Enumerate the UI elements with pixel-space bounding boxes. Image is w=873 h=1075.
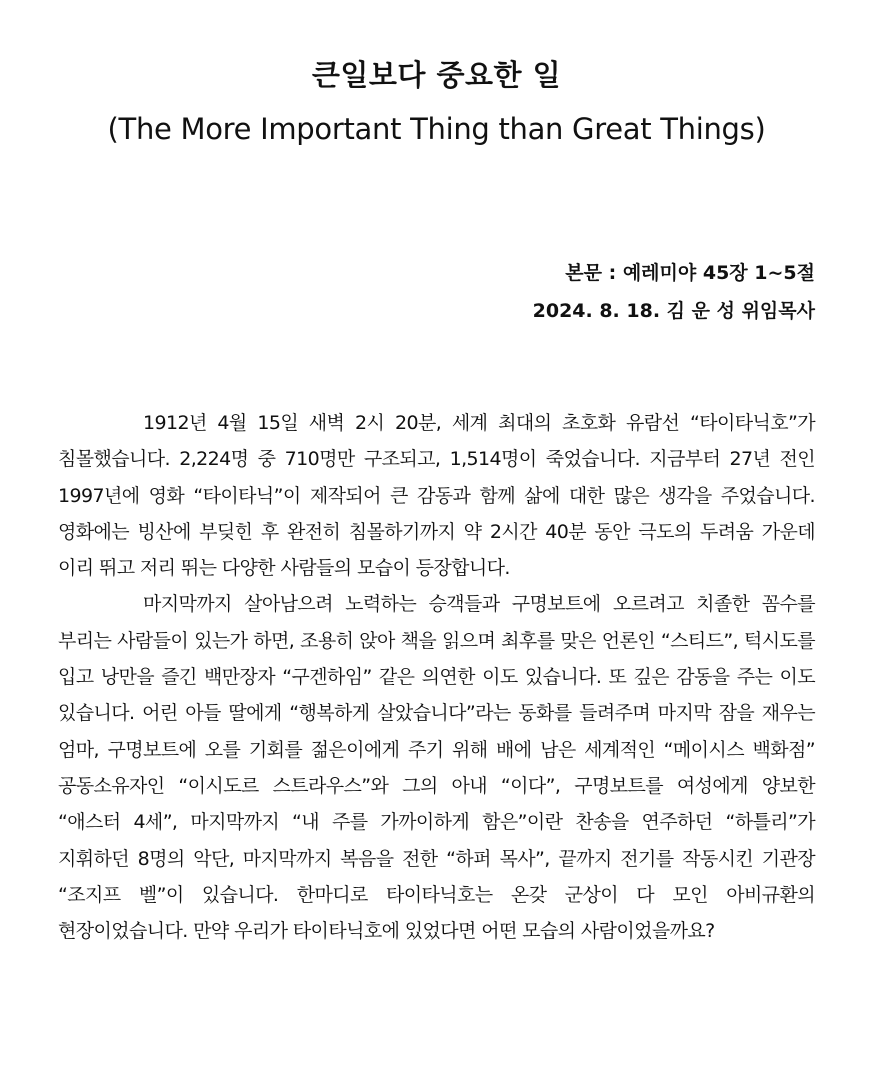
sermon-body — [58, 405, 815, 949]
body-paragraph: 1912년 4월 15일 새벽 2시 20분, 세계 최대의 초호화 유람선 “타이타닉호”가 침몰했습니다. 2,224명 중 710명만 구조되고, 1,514명이 죽었습니다. 지금부터 27년 전인 1997년에 영화 “타이타닉”이 제작되어 큰 감동과 함께 삶에 대한 많은 생각을 주었습니다. 영화에는 빙산에 부딪힌 후 완전히 침몰하기까지 약 2시간 40분 동안 극도의 두려움 가운데 이리 뛰고 저리 뛰는 다양한 사람들의 모습이 등장합니다. — [58, 412, 815, 580]
scripture-reference: 본문 : 예레미야 45장 1~5절 — [565, 262, 815, 284]
sermon-title-korean: 큰일보다 중요한 일 — [311, 58, 562, 92]
date-and-author: 2024. 8. 18. 김 운 성 위임목사 — [532, 300, 815, 322]
body-paragraph: 마지막까지 살아남으려 노력하는 승객들과 구명보트에 오르려고 치졸한 꼼수를 부리는 사람들이 있는가 하면, 조용히 앉아 책을 읽으며 최후를 맞은 언론인 “스티드”, 턱시도를 입고 낭만을 즐긴 백만장자 “구겐하임” 같은 의연한 이도 있습니다. 또 깊은 감동을 주는 이도 있습니다. 어린 아들 딸에게 “행복하게 살았습니다”라는 동화를 들려주며 마지막 잠을 재우는 엄마, 구명보트에 오를 기회를 젊은이에게 주기 위해 배에 남은 세계적인 “메이시스 백화점” 공동소유자인 “이시도르 스트라우스”와 그의 아내 “이다”, 구명보트를 여성에게 양보한 “애스터 4세”, 마지막까지 “내 주를 가까이하게 함은”이란 찬송을 연주하던 “하틀리”가 지휘하던 8명의 악단, 마지막까지 복음을 전한 “하퍼 목사”, 끝까지 전기를 작동시킨 기관장 “조지프 벨”이 있습니다. 한마디로 타이타닉호는 온갖 군상이 다 모인 아비규환의 현장이었습니다. 만약 우리가 타이타닉호에 있었다면 어떤 모습의 사람이었을까요? — [58, 593, 815, 943]
sermon-meta — [533, 254, 815, 330]
title-block — [0, 52, 873, 152]
sermon-title-english: (The More Important Thing than Great Things) — [107, 112, 766, 146]
